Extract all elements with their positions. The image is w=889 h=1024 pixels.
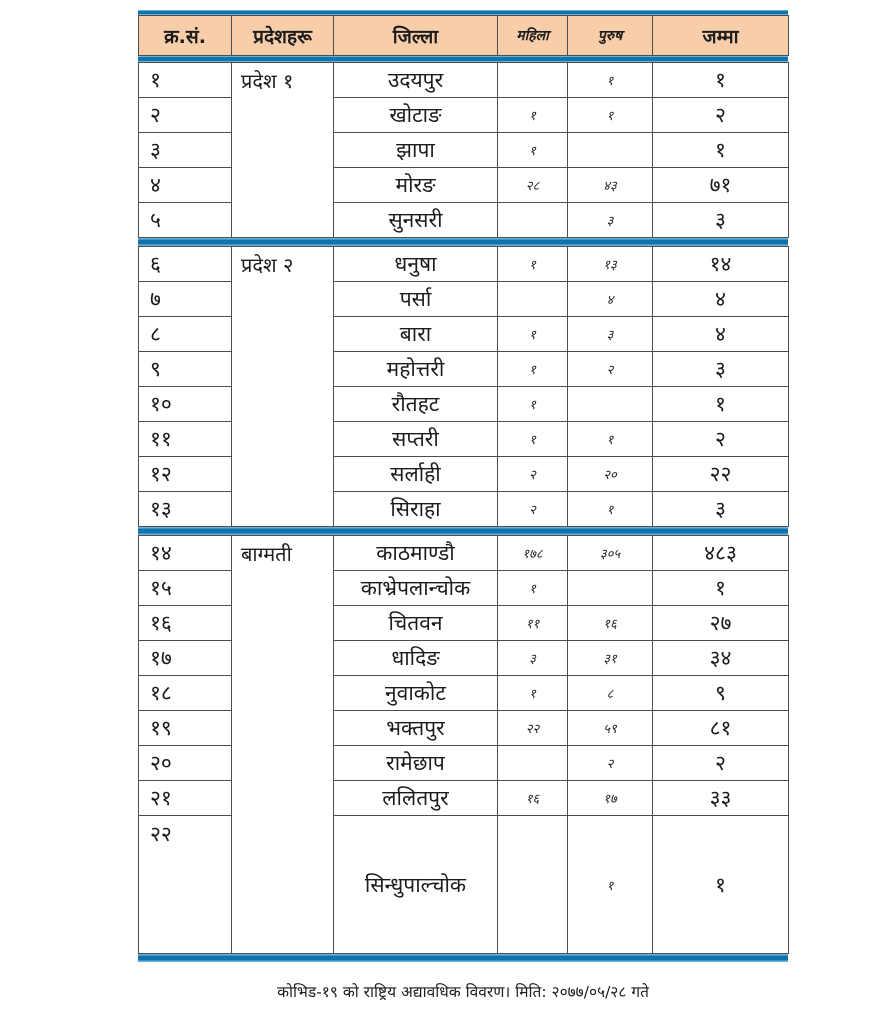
male-count-cell [568, 133, 653, 168]
male-count-cell: १७ [568, 781, 653, 816]
province-cell: बाग्मती [232, 536, 334, 954]
female-count-cell: १ [498, 98, 568, 133]
district-cell: चितवन [334, 606, 498, 641]
serial-cell: १३ [139, 492, 232, 527]
total-cell: २ [653, 98, 789, 133]
serial-cell: १२ [139, 457, 232, 492]
serial-cell: ८ [139, 317, 232, 352]
female-count-cell [498, 63, 568, 98]
district-cell: धादिङ [334, 641, 498, 676]
group-divider [138, 238, 788, 246]
serial-cell: ७ [139, 282, 232, 317]
serial-cell: १७ [139, 641, 232, 676]
male-count-cell: ४३ [568, 168, 653, 203]
province-cell: प्रदेश २ [232, 247, 334, 527]
female-count-cell: २२ [498, 711, 568, 746]
male-count-cell [568, 387, 653, 422]
male-count-cell: ३०५ [568, 536, 653, 571]
province-2-group [138, 246, 789, 527]
serial-cell: २० [139, 746, 232, 781]
district-cell: काठमाण्डौ [334, 536, 498, 571]
total-cell: ३ [653, 492, 789, 527]
female-count-cell [498, 203, 568, 238]
total-cell: २ [653, 746, 789, 781]
district-cell: सर्लाही [334, 457, 498, 492]
female-count-cell: १ [498, 387, 568, 422]
bagmati-group [138, 535, 789, 954]
female-count-cell: २ [498, 492, 568, 527]
province-header: प्रदेशहरू [232, 16, 334, 56]
serial-cell: १ [139, 63, 232, 98]
serial-cell: ११ [139, 422, 232, 457]
male-header: पुरुष [568, 16, 653, 56]
district-cell: पर्सा [334, 282, 498, 317]
district-cell: सिन्धुपाल्चोक [334, 816, 498, 954]
total-cell: ३ [653, 203, 789, 238]
serial-cell: ९ [139, 352, 232, 387]
covid-district-table [138, 10, 788, 962]
total-cell: ४८३ [653, 536, 789, 571]
total-cell: ७१ [653, 168, 789, 203]
male-count-cell: १६ [568, 606, 653, 641]
total-cell: ३४ [653, 641, 789, 676]
female-count-cell [498, 282, 568, 317]
male-count-cell: ३१ [568, 641, 653, 676]
total-cell: २२ [653, 457, 789, 492]
district-cell: बारा [334, 317, 498, 352]
serial-cell: ५ [139, 203, 232, 238]
table-row [139, 536, 789, 571]
total-cell: ३ [653, 352, 789, 387]
serial-cell: १९ [139, 711, 232, 746]
male-count-cell: ५९ [568, 711, 653, 746]
district-cell: सप्तरी [334, 422, 498, 457]
table-header [138, 15, 789, 56]
male-count-cell: ४ [568, 282, 653, 317]
female-count-cell: १ [498, 422, 568, 457]
serial-cell: १८ [139, 676, 232, 711]
serial-cell: २१ [139, 781, 232, 816]
total-cell: ४ [653, 282, 789, 317]
serial-cell: १० [139, 387, 232, 422]
district-cell: काभ्रेपलान्चोक [334, 571, 498, 606]
male-count-cell: १ [568, 816, 653, 954]
male-count-cell: १ [568, 422, 653, 457]
male-count-cell: १ [568, 98, 653, 133]
female-count-cell: १ [498, 352, 568, 387]
female-count-cell: १ [498, 676, 568, 711]
female-count-cell: १६ [498, 781, 568, 816]
district-cell: नुवाकोट [334, 676, 498, 711]
total-cell: १ [653, 133, 789, 168]
female-count-cell: ३ [498, 641, 568, 676]
male-count-cell: १ [568, 492, 653, 527]
male-count-cell: २० [568, 457, 653, 492]
total-header: जम्मा [653, 16, 789, 56]
district-cell: रौतहट [334, 387, 498, 422]
serial-cell: २२ [139, 816, 232, 954]
male-count-cell: २ [568, 746, 653, 781]
province-cell: प्रदेश १ [232, 63, 334, 238]
serial-cell: ३ [139, 133, 232, 168]
total-cell: १ [653, 571, 789, 606]
total-cell: ९ [653, 676, 789, 711]
total-cell: २७ [653, 606, 789, 641]
male-count-cell: १ [568, 63, 653, 98]
total-cell: ३३ [653, 781, 789, 816]
serial-cell: १६ [139, 606, 232, 641]
female-count-cell: १ [498, 247, 568, 282]
district-cell: सुनसरी [334, 203, 498, 238]
total-cell: १ [653, 387, 789, 422]
district-cell: झापा [334, 133, 498, 168]
province-1-group [138, 62, 789, 238]
serial-cell: २ [139, 98, 232, 133]
female-count-cell: १ [498, 571, 568, 606]
district-cell: खोटाङ [334, 98, 498, 133]
district-cell: ललितपुर [334, 781, 498, 816]
bottom-divider [138, 954, 788, 962]
male-count-cell: ३ [568, 317, 653, 352]
female-header: महिला [498, 16, 568, 56]
female-count-cell: १ [498, 133, 568, 168]
female-count-cell: ११ [498, 606, 568, 641]
male-count-cell: ३ [568, 203, 653, 238]
serial-cell: १४ [139, 536, 232, 571]
group-divider [138, 527, 788, 535]
footer-caption: कोभिड-१९ को राष्ट्रिय अद्यावधिक विवरण। मिति: २०७७/०५/२८ गते [277, 983, 649, 1001]
male-count-cell [568, 571, 653, 606]
total-cell: ४ [653, 317, 789, 352]
female-count-cell: २ [498, 457, 568, 492]
total-cell: ८१ [653, 711, 789, 746]
district-cell: सिराहा [334, 492, 498, 527]
district-cell: रामेछाप [334, 746, 498, 781]
serial-cell: १५ [139, 571, 232, 606]
table-row [139, 247, 789, 282]
total-cell: १४ [653, 247, 789, 282]
district-cell: मोरङ [334, 168, 498, 203]
district-cell: भक्तपुर [334, 711, 498, 746]
total-cell: १ [653, 816, 789, 954]
male-count-cell: २ [568, 352, 653, 387]
header-row [139, 16, 789, 56]
male-count-cell: १३ [568, 247, 653, 282]
total-cell: १ [653, 63, 789, 98]
serial-cell: ४ [139, 168, 232, 203]
district-header: जिल्ला [334, 16, 498, 56]
female-count-cell: १७८ [498, 536, 568, 571]
total-cell: २ [653, 422, 789, 457]
female-count-cell: १ [498, 317, 568, 352]
district-cell: धनुषा [334, 247, 498, 282]
female-count-cell: २८ [498, 168, 568, 203]
female-count-cell [498, 746, 568, 781]
serial-cell: ६ [139, 247, 232, 282]
male-count-cell: ८ [568, 676, 653, 711]
female-count-cell [498, 816, 568, 954]
table-row [139, 63, 789, 98]
serial-header: क्र.सं. [139, 16, 232, 56]
district-cell: महोत्तरी [334, 352, 498, 387]
district-cell: उदयपुर [334, 63, 498, 98]
